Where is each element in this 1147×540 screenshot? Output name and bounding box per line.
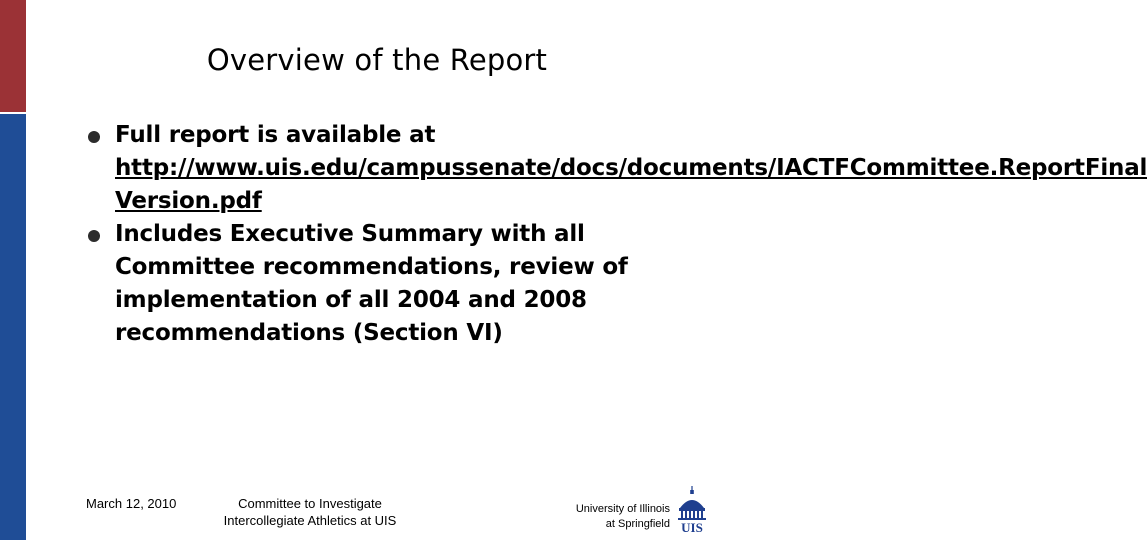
slide-title: Overview of the Report — [206, 43, 548, 77]
footer-university-line2: at Springfield — [605, 518, 670, 530]
uis-logo-icon — [672, 486, 712, 534]
footer-committee-line2: Intercollegiate Athletics at UIS — [223, 513, 397, 528]
report-link[interactable]: http://www.uis.edu/campussenate/docs/documents/IACTFCommittee.ReportFinal Version.pdf — [115, 155, 1147, 214]
footer-date: March 12, 2010 — [86, 496, 177, 511]
footer-university — [540, 502, 670, 532]
bullet-item-report — [88, 119, 1147, 218]
footer-committee — [205, 495, 415, 529]
bullet-text: Full report is available at — [115, 122, 436, 148]
blue-accent-bar — [0, 114, 26, 540]
footer-university-line1: University of Illinois — [575, 503, 670, 515]
bullet-item-summary — [88, 218, 688, 350]
bullet-list — [88, 119, 1147, 350]
bullet-dot-icon — [88, 230, 100, 242]
bullet-dot-icon — [88, 131, 100, 143]
footer-committee-line1: Committee to Investigate — [238, 496, 382, 511]
logo-text: UIS — [681, 520, 703, 535]
bullet-text: Includes Executive Summary with all Committee recommendations, review of implementation of all 2004 and 2008 recommendations (Section VI) — [115, 221, 628, 346]
